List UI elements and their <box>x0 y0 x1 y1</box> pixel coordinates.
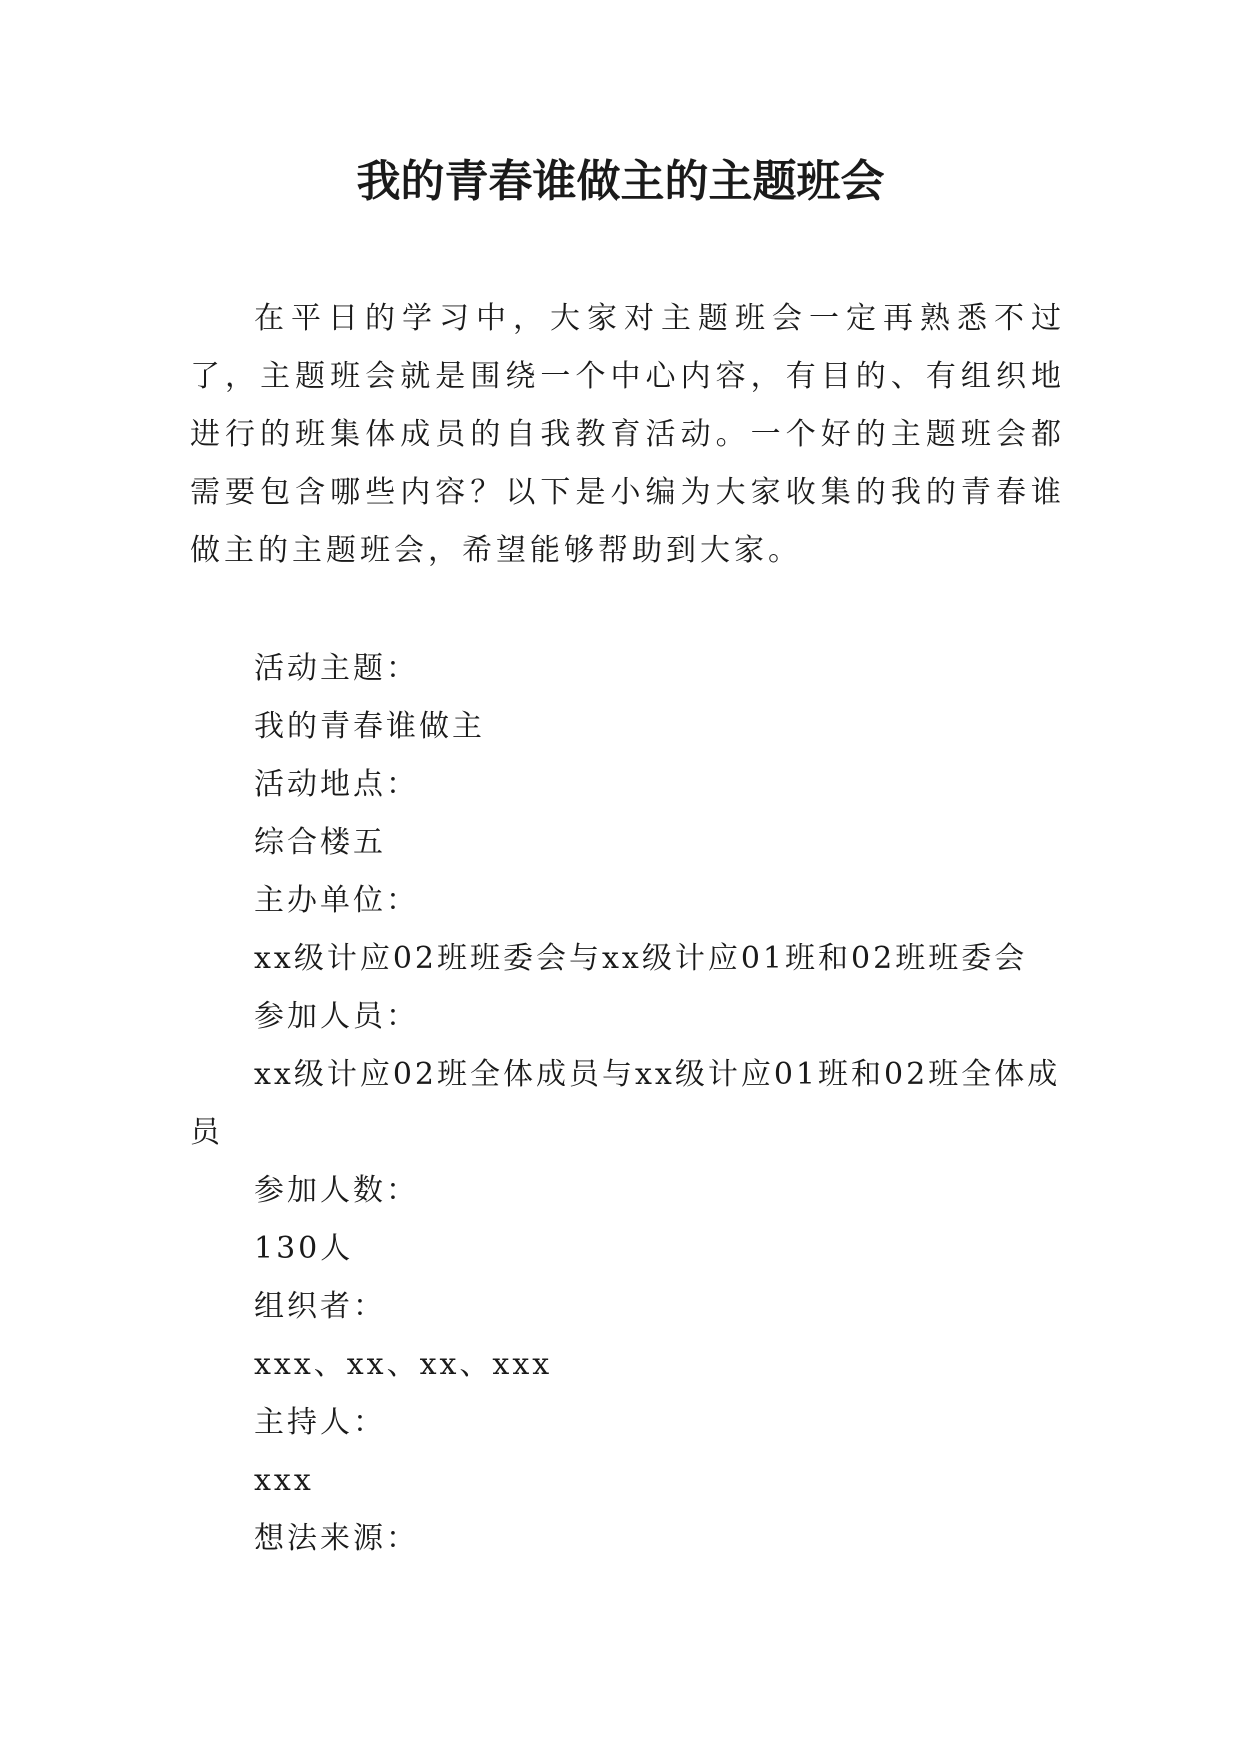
value-activity-theme: 我的青春谁做主 <box>254 709 485 744</box>
label-host: 主持人： <box>254 1405 386 1440</box>
label-activity-theme: 活动主题： <box>254 651 419 686</box>
value-participants: xx级计应02班全体成员与xx级计应01班和02班全体成员 <box>190 1057 1061 1150</box>
activity-details <box>190 640 1065 1568</box>
label-participants: 参加人员： <box>254 999 419 1034</box>
label-participant-count: 参加人数： <box>254 1173 419 1208</box>
label-activity-location: 活动地点： <box>254 767 419 802</box>
label-organizers: 组织者： <box>254 1289 386 1324</box>
document-title: 我的青春谁做主的主题班会 <box>356 156 885 207</box>
label-organizer-unit: 主办单位： <box>254 883 419 918</box>
label-idea-source: 想法来源： <box>254 1521 419 1556</box>
value-organizers: xxx、xx、xx、xxx <box>254 1347 553 1382</box>
value-host: xxx <box>254 1463 314 1498</box>
value-organizer-unit: xx级计应02班班委会与xx级计应01班和02班班委会 <box>254 941 1028 976</box>
value-activity-location: 综合楼五 <box>254 825 386 860</box>
intro-paragraph: 在平日的学习中，大家对主题班会一定再熟悉不过了，主题班会就是围绕一个中心内容，有目的、有组织地进行的班集体成员的自我教育活动。一个好的主题班会都需要包含哪些内容？以下是小编为大家收集的我的青春谁做主的主题班会，希望能够帮助到大家。 <box>190 301 1065 568</box>
value-participant-count: 130人 <box>254 1231 354 1266</box>
